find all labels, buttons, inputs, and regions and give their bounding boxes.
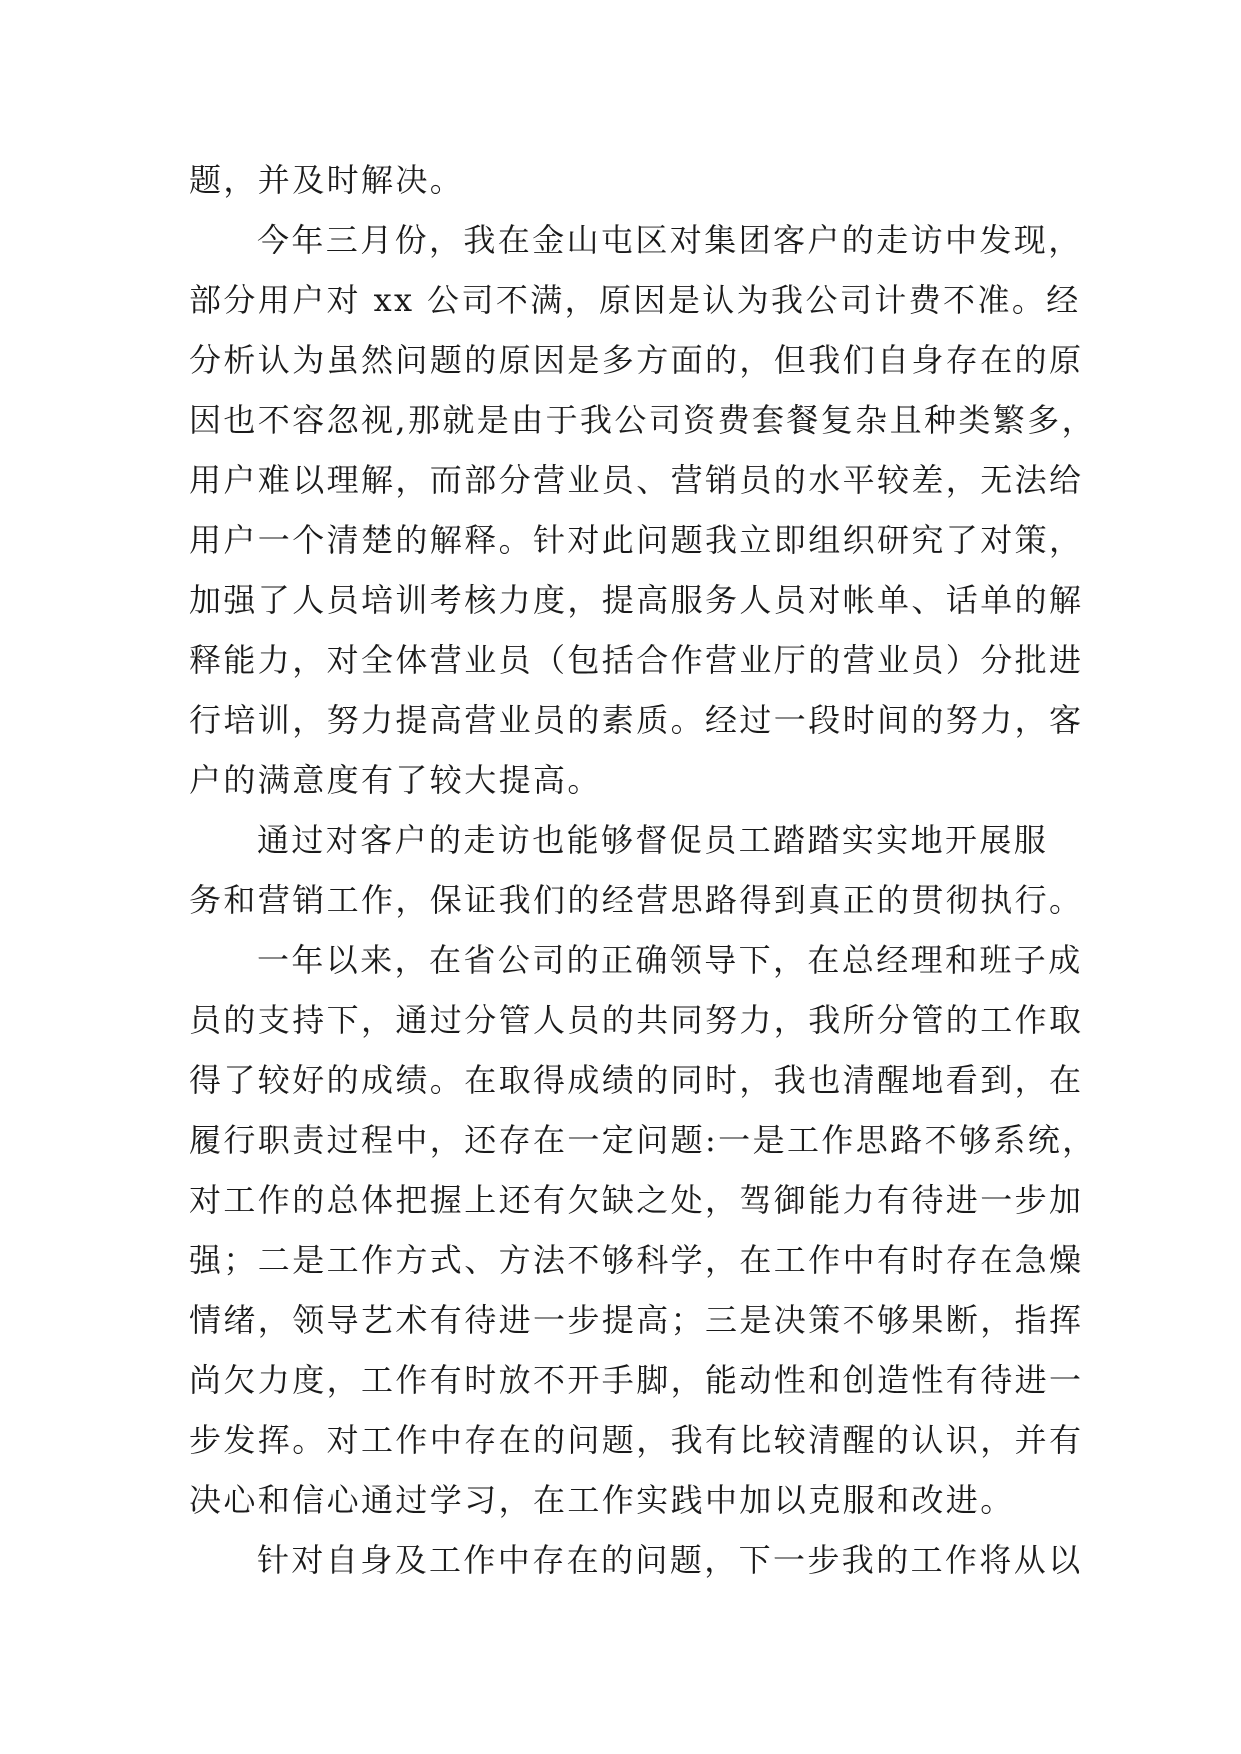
text-line: 情绪，领导艺术有待进一步提高；三是决策不够果断，指挥 bbox=[189, 1301, 1084, 1339]
text-line: 针对自身及工作中存在的问题，下一步我的工作将从以 bbox=[257, 1541, 1083, 1579]
text-line: 分析认为虽然问题的原因是多方面的，但我们自身存在的原 bbox=[189, 341, 1084, 379]
text-line: 释能力，对全体营业员（包括合作营业厅的营业员）分批进 bbox=[189, 641, 1084, 679]
text-line: 今年三月份，我在金山屯区对集团客户的走访中发现， bbox=[257, 221, 1083, 259]
text-line: 用户一个清楚的解释。针对此问题我立即组织研究了对策， bbox=[189, 521, 1084, 559]
text-line: 一年以来，在省公司的正确领导下，在总经理和班子成 bbox=[257, 941, 1083, 979]
text-line: 用户难以理解，而部分营业员、营销员的水平较差，无法给 bbox=[189, 461, 1084, 499]
body-text bbox=[189, 150, 1097, 1590]
text-line: 尚欠力度，工作有时放不开手脚，能动性和创造性有待进一 bbox=[189, 1361, 1084, 1399]
text-line: 履行职责过程中，还存在一定问题:一是工作思路不够系统， bbox=[189, 1121, 1097, 1159]
text-line: 户的满意度有了较大提高。 bbox=[189, 761, 602, 799]
text-line: 部分用户对 xx 公司不满，原因是认为我公司计费不准。经 bbox=[189, 281, 1081, 319]
text-line: 得了较好的成绩。在取得成绩的同时，我也清醒地看到，在 bbox=[189, 1061, 1084, 1099]
text-line: 务和营销工作，保证我们的经营思路得到真正的贯彻执行。 bbox=[189, 881, 1084, 919]
text-line: 行培训，努力提高营业员的素质。经过一段时间的努力，客 bbox=[189, 701, 1084, 739]
text-line: 对工作的总体把握上还有欠缺之处，驾御能力有待进一步加 bbox=[189, 1181, 1084, 1219]
text-line: 强；二是工作方式、方法不够科学，在工作中有时存在急燥 bbox=[189, 1241, 1084, 1279]
text-line: 加强了人员培训考核力度，提高服务人员对帐单、话单的解 bbox=[189, 581, 1084, 619]
text-line: 因也不容忽视,那就是由于我公司资费套餐复杂且种类繁多， bbox=[189, 401, 1096, 439]
text-line: 题，并及时解决。 bbox=[189, 161, 465, 199]
text-line: 决心和信心通过学习，在工作实践中加以克服和改进。 bbox=[189, 1481, 1015, 1519]
text-line: 员的支持下，通过分管人员的共同努力，我所分管的工作取 bbox=[189, 1001, 1084, 1039]
text-line: 通过对客户的走访也能够督促员工踏踏实实地开展服 bbox=[257, 821, 1049, 859]
text-line: 步发挥。对工作中存在的问题，我有比较清醒的认识，并有 bbox=[189, 1421, 1084, 1459]
